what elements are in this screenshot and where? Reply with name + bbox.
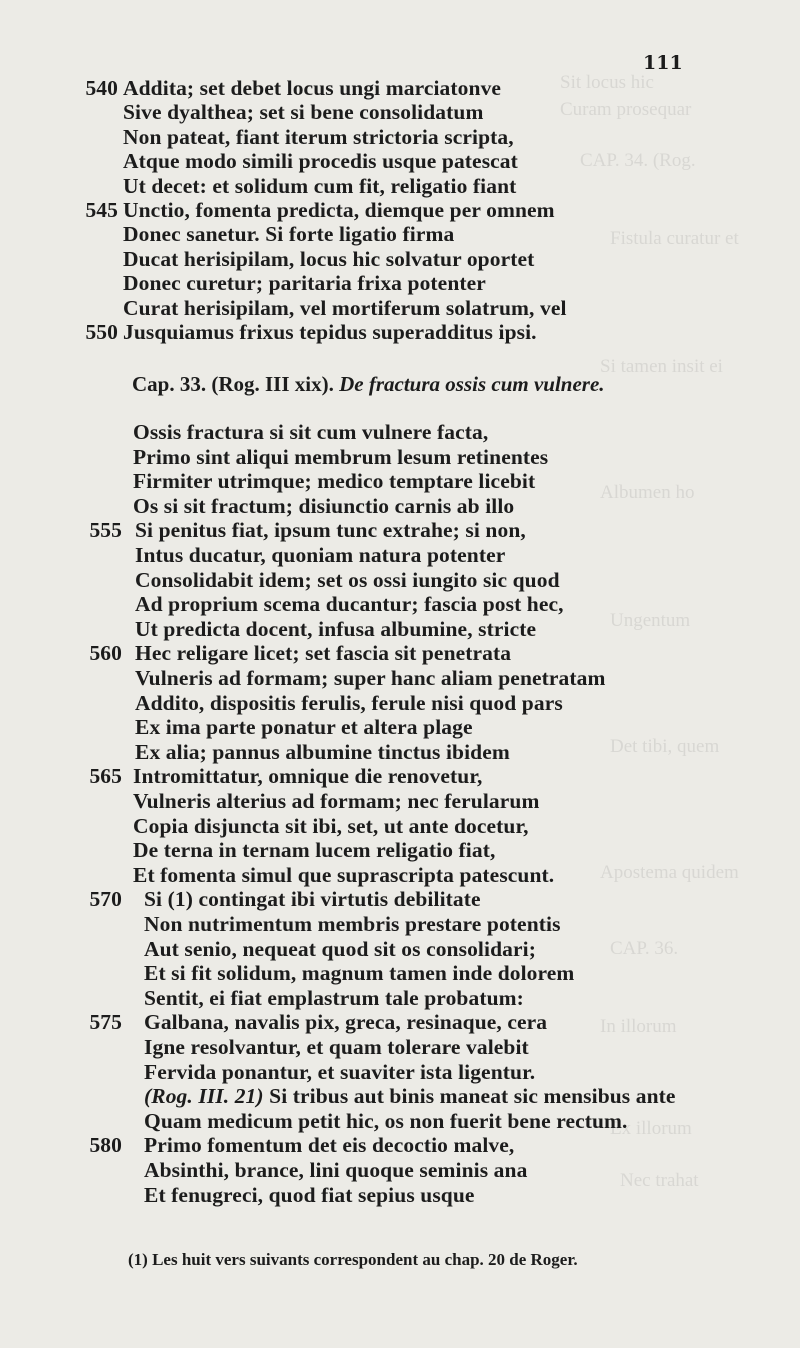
verse-text-wrap <box>123 76 501 100</box>
verse-text: Ex ima parte ponatur et altera plage <box>135 715 473 740</box>
verse-text: Ut decet: et solidum cum fit, religatio fiant <box>123 173 517 198</box>
roger-reference: (Rog. III. 21) <box>144 1084 264 1109</box>
verse-text: Primo sint aliqui membrum lesum retinentes <box>133 444 549 469</box>
line-number: 575 <box>89 1010 122 1035</box>
verse-text: Unctio, fomenta predicta, diemque per omnem <box>123 198 555 222</box>
verse-text: Ad proprium scema ducantur; fascia post hec, <box>135 592 564 617</box>
line-number: 555 <box>89 518 122 543</box>
verse-text-wrap <box>133 838 495 862</box>
verse-text: De terna in ternam lucem religatio fiat, <box>133 838 496 863</box>
verse-text-wrap <box>123 320 537 344</box>
verse-text: Ossis fractura si sit cum vulnere facta, <box>133 420 489 444</box>
verse-text: Aut senio, nequeat quod sit os consolidari; <box>144 936 536 961</box>
verse-text-wrap <box>144 1183 475 1207</box>
verse-text-wrap <box>144 1035 529 1059</box>
verse-text: Os si sit fractum; disiunctio carnis ab illo <box>133 493 515 518</box>
verse-text-wrap <box>135 518 526 542</box>
verse-text-wrap <box>123 247 534 271</box>
verse-text-wrap <box>135 691 563 715</box>
verse-text-wrap <box>135 740 510 764</box>
verse-text-wrap <box>144 1158 527 1182</box>
verse-text-wrap <box>123 149 518 173</box>
line-number: 580 <box>89 1133 122 1158</box>
line-number: 550 <box>85 320 118 344</box>
verse-text: Vulneris alterius ad formam; nec ferularum <box>133 789 540 813</box>
verse-text-wrap <box>123 271 486 295</box>
verse-text-wrap <box>135 666 606 690</box>
verse-text: Quam medicum petit hic, os non fuerit bene rectum. <box>144 1108 628 1133</box>
verse-text: Et fenugreci, quod fiat sepius usque <box>144 1182 475 1207</box>
verse-text: Hec religare licet; set fascia sit penetrata <box>135 641 512 666</box>
line-number: 565 <box>89 764 122 789</box>
verse-text: Si tribus aut binis maneat sic mensibus ante <box>269 1084 676 1109</box>
verse-text: Addito, dispositis ferulis, ferule nisi quod pars <box>135 690 563 715</box>
verse-text-wrap <box>133 420 488 444</box>
verse-text: Et fomenta simul que suprascripta patescunt. <box>133 862 555 887</box>
verse-text: Consolidabit idem; set os ossi iungito sic quod <box>135 567 560 592</box>
verse-text-wrap <box>133 789 539 813</box>
verse-text: Sive dyalthea; set si bene consolidatum <box>123 100 484 125</box>
verse-text-wrap <box>133 469 535 493</box>
verse-text: Et si fit solidum, magnum tamen inde dolorem <box>144 961 575 986</box>
verse-text-wrap <box>133 863 554 887</box>
verse-text: Non pateat, fiant iterum strictoria scripta, <box>123 124 514 149</box>
verse-text: Igne resolvantur, et quam tolerare valebit <box>144 1035 529 1059</box>
verse-text: Vulneris ad formam; super hanc aliam penetratam <box>135 666 606 690</box>
verse-text-wrap <box>144 887 481 911</box>
verse-text-wrap <box>135 715 473 739</box>
verse-text: Si (1) contingat ibi virtutis debilitate <box>144 887 481 912</box>
verse-text: Intromittatur, omnique die renovetur, <box>133 764 483 789</box>
verse-text: Galbana, navalis pix, greca, resinaque, cera <box>144 1010 548 1035</box>
verse-text: Addita; set debet locus ungi marciatonve <box>123 76 502 100</box>
verse-text: Atque modo simili procedis usque patescat <box>123 149 518 174</box>
verse-text: Donec curetur; paritaria frixa potenter <box>123 271 486 296</box>
verse-text-wrap <box>144 961 574 985</box>
verse-text-wrap <box>123 296 567 320</box>
verse-text: Ducat herisipilam, locus hic solvatur oportet <box>123 246 535 271</box>
verse-text: Non nutrimentum membris prestare potentis <box>144 912 561 936</box>
verse-text-wrap <box>144 1109 628 1133</box>
chapter-label: Cap. 33. (Rog. III xix). <box>132 372 334 396</box>
verse-text-wrap <box>123 100 483 124</box>
verse-text: Curat herisipilam, vel mortiferum solatrum, vel <box>123 295 567 320</box>
line-number: 540 <box>85 76 118 100</box>
verse-text-wrap <box>144 986 524 1010</box>
verse-text-wrap <box>133 814 529 838</box>
verse-text-wrap <box>144 1060 535 1084</box>
verse-text-wrap <box>133 445 548 469</box>
verse-text-wrap <box>135 543 505 567</box>
footnote: (1) Les huit vers suivants correspondent au chap. 20 de Roger. <box>128 1250 578 1269</box>
verse-text: Ex alia; pannus albumine tinctus ibidem <box>135 739 510 764</box>
verse-text: Ut predicta docent, infusa albumine, stricte <box>135 616 537 641</box>
line-number: 570 <box>89 887 122 912</box>
verse-text-wrap <box>144 1133 514 1157</box>
verse-text: Firmiter utrimque; medico temptare licebit <box>133 469 536 494</box>
verse-text-wrap <box>123 174 516 198</box>
verse-text: Intus ducatur, quoniam natura potenter <box>135 543 506 567</box>
verse-text-wrap <box>135 592 564 616</box>
verse-text-wrap <box>135 641 511 665</box>
line-number: 560 <box>89 641 122 666</box>
verse-text: Donec sanetur. Si forte ligatio firma <box>123 222 455 247</box>
verse-text-wrap <box>144 1084 676 1108</box>
verse-text-wrap <box>123 198 555 222</box>
verse-text-wrap <box>123 222 454 246</box>
verse-text-wrap <box>144 912 561 936</box>
verse-text: Primo fomentum det eis decoctio malve, <box>144 1133 515 1158</box>
verse-text-wrap <box>123 125 514 149</box>
chapter-heading <box>132 372 605 397</box>
verse-text-wrap <box>144 1010 547 1034</box>
verse-text-wrap <box>144 937 536 961</box>
verse-text-wrap <box>133 764 483 788</box>
verse-text: Copia disjuncta sit ibi, set, ut ante docetur, <box>133 813 529 838</box>
verse-text: Si penitus fiat, ipsum tunc extrahe; si non, <box>135 518 526 543</box>
verse-text-wrap <box>135 617 536 641</box>
verse-text: Sentit, ei fiat emplastrum tale probatum: <box>144 985 524 1010</box>
page-number: 111 <box>643 52 683 74</box>
verse-text: Absinthi, brance, lini quoque seminis ana <box>144 1158 528 1182</box>
line-number: 545 <box>85 198 118 222</box>
verse-text-wrap <box>135 568 560 592</box>
chapter-title: De fractura ossis cum vulnere. <box>339 372 605 396</box>
verse-text: Jusquiamus frixus tepidus superadditus ipsi. <box>123 320 537 344</box>
verse-text: Fervida ponantur, et suaviter ista ligentur. <box>144 1059 536 1084</box>
verse-text-wrap <box>133 494 514 518</box>
